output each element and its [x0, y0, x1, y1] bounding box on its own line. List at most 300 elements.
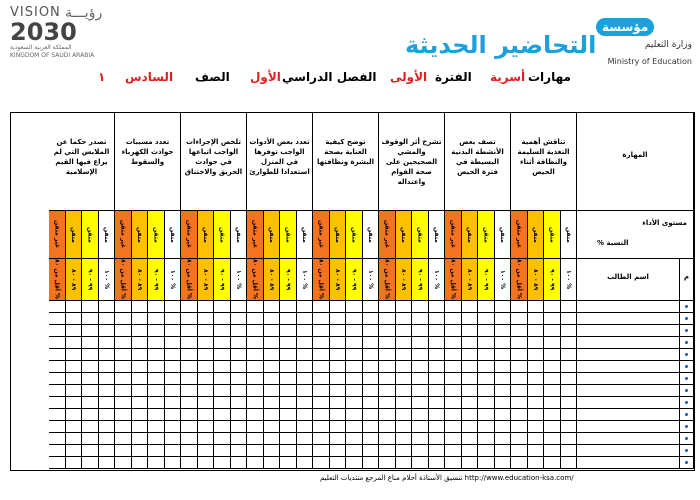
class-value: السادس	[125, 70, 174, 84]
score-cell	[379, 313, 396, 325]
score-cell	[511, 361, 528, 373]
row-index	[680, 409, 694, 421]
score-cell	[528, 325, 545, 337]
period-value: الأولى	[390, 70, 428, 84]
score-cell	[297, 349, 314, 361]
score-cell	[297, 301, 314, 313]
score-cell	[429, 457, 446, 469]
score-cell	[429, 433, 446, 445]
score-cell	[82, 397, 99, 409]
score-cell	[511, 433, 528, 445]
score-cell	[264, 421, 281, 433]
score-cell	[363, 349, 380, 361]
level-name: غير متقن	[247, 211, 264, 259]
score-cell	[346, 325, 363, 337]
score-cell	[462, 385, 479, 397]
score-cell	[280, 373, 297, 385]
row-index	[680, 349, 694, 361]
level-name: متقن	[66, 211, 83, 259]
score-cell	[82, 445, 99, 457]
score-cell	[544, 337, 561, 349]
score-cell	[247, 409, 264, 421]
score-cell	[561, 361, 578, 373]
score-cell	[412, 349, 429, 361]
row-dot	[685, 377, 688, 380]
score-cell	[66, 445, 83, 457]
score-cell	[429, 325, 446, 337]
score-cell	[544, 385, 561, 397]
score-cell	[462, 433, 479, 445]
score-cell	[346, 373, 363, 385]
score-cell	[313, 421, 330, 433]
level-percent: ١٠٠ %	[231, 259, 248, 301]
score-cell	[214, 409, 231, 421]
row-dot	[685, 449, 688, 452]
score-cell	[49, 373, 66, 385]
score-cell	[379, 385, 396, 397]
score-cell	[313, 301, 330, 313]
score-cell	[231, 325, 248, 337]
score-cell	[412, 325, 429, 337]
score-cell	[313, 337, 330, 349]
score-cell	[478, 313, 495, 325]
level-percent: ١٠٠ %	[297, 259, 314, 301]
score-cell	[330, 433, 347, 445]
score-cell	[198, 409, 215, 421]
student-name-cell	[577, 349, 680, 361]
score-cell	[396, 445, 413, 457]
score-cell	[346, 421, 363, 433]
score-cell	[528, 337, 545, 349]
level-name: متقن	[363, 211, 380, 259]
vision-ar: رؤيـــة	[65, 5, 103, 21]
score-cell	[561, 445, 578, 457]
student-name-cell	[577, 397, 680, 409]
score-cell	[198, 445, 215, 457]
score-cell	[148, 433, 165, 445]
score-cell	[247, 337, 264, 349]
score-cell	[445, 457, 462, 469]
score-cell	[495, 337, 512, 349]
score-cell	[363, 397, 380, 409]
score-cell	[148, 445, 165, 457]
score-cell	[544, 301, 561, 313]
score-cell	[264, 397, 281, 409]
level-percent: ٨٩ - ٨٠	[528, 259, 545, 301]
score-cell	[495, 349, 512, 361]
score-cell	[181, 313, 198, 325]
level-percent: ٩٩ - ٩٠	[280, 259, 297, 301]
vision-year: 2030	[10, 18, 77, 46]
score-cell	[363, 373, 380, 385]
score-cell	[445, 313, 462, 325]
score-cell	[561, 421, 578, 433]
score-cell	[544, 397, 561, 409]
score-cell	[231, 433, 248, 445]
score-cell	[181, 373, 198, 385]
score-cell	[231, 385, 248, 397]
score-cell	[231, 349, 248, 361]
score-cell	[49, 409, 66, 421]
score-cell	[132, 349, 149, 361]
score-cell	[165, 397, 182, 409]
score-cell	[528, 373, 545, 385]
score-cell	[561, 337, 578, 349]
level-percent: ٨٩ - ٨٠	[66, 259, 83, 301]
level-percent: ١٠٠ %	[429, 259, 446, 301]
score-cell	[396, 421, 413, 433]
score-cell	[247, 313, 264, 325]
score-cell	[363, 433, 380, 445]
skill-header: تعدد بعض الأدوات الواجب توفرها في المنزل استعدادا للطوارئ	[247, 113, 313, 211]
score-cell	[148, 457, 165, 469]
score-cell	[462, 349, 479, 361]
score-cell	[462, 337, 479, 349]
score-cell	[214, 385, 231, 397]
student-name-cell	[577, 337, 680, 349]
score-cell	[379, 325, 396, 337]
institution-badge: مؤسسة	[596, 18, 654, 36]
score-cell	[148, 337, 165, 349]
score-cell	[511, 445, 528, 457]
term-value: الأول	[250, 70, 281, 84]
level-name: متقن	[346, 211, 363, 259]
score-cell	[412, 433, 429, 445]
score-cell	[214, 445, 231, 457]
score-cell	[198, 361, 215, 373]
score-cell	[478, 361, 495, 373]
score-cell	[132, 457, 149, 469]
score-cell	[181, 349, 198, 361]
score-cell	[165, 421, 182, 433]
score-cell	[511, 409, 528, 421]
score-cell	[264, 433, 281, 445]
score-cell	[148, 421, 165, 433]
kingdom-en: KINGDOM OF SAUDI ARABIA	[10, 52, 95, 59]
score-cell	[66, 337, 83, 349]
score-cell	[247, 301, 264, 313]
score-cell	[379, 445, 396, 457]
term-label: الفصل الدراسي	[282, 70, 377, 84]
score-cell	[330, 313, 347, 325]
score-cell	[396, 337, 413, 349]
student-name-header: اسم الطالب	[577, 259, 680, 301]
level-name: متقن	[82, 211, 99, 259]
score-cell	[82, 301, 99, 313]
score-cell	[346, 301, 363, 313]
score-cell	[165, 373, 182, 385]
score-cell	[66, 349, 83, 361]
score-cell	[379, 457, 396, 469]
score-cell	[297, 337, 314, 349]
score-cell	[66, 409, 83, 421]
student-name-cell	[577, 433, 680, 445]
score-cell	[313, 397, 330, 409]
score-cell	[462, 445, 479, 457]
score-cell	[148, 349, 165, 361]
score-cell	[198, 301, 215, 313]
score-cell	[132, 325, 149, 337]
score-cell	[379, 349, 396, 361]
score-cell	[231, 337, 248, 349]
score-cell	[561, 397, 578, 409]
score-cell	[165, 457, 182, 469]
score-cell	[148, 397, 165, 409]
score-cell	[330, 409, 347, 421]
score-cell	[264, 409, 281, 421]
score-cell	[511, 457, 528, 469]
score-cell	[363, 313, 380, 325]
score-cell	[445, 301, 462, 313]
score-cell	[181, 337, 198, 349]
level-percent: ١٠٠ %	[165, 259, 182, 301]
score-cell	[165, 337, 182, 349]
level-percent: أقل من ٨٠ %	[247, 259, 264, 301]
score-cell	[561, 373, 578, 385]
score-cell	[478, 409, 495, 421]
score-cell	[280, 385, 297, 397]
score-cell	[412, 361, 429, 373]
level-percent: أقل من ٨٠ %	[445, 259, 462, 301]
score-cell	[280, 433, 297, 445]
level-percent: ٨٩ - ٨٠	[198, 259, 215, 301]
score-cell	[429, 397, 446, 409]
score-cell	[445, 385, 462, 397]
score-cell	[99, 409, 116, 421]
score-cell	[165, 433, 182, 445]
score-cell	[231, 361, 248, 373]
score-cell	[99, 373, 116, 385]
score-cell	[132, 433, 149, 445]
score-cell	[66, 313, 83, 325]
score-cell	[49, 325, 66, 337]
score-cell	[66, 301, 83, 313]
score-cell	[445, 397, 462, 409]
score-cell	[429, 301, 446, 313]
score-cell	[214, 433, 231, 445]
score-cell	[313, 409, 330, 421]
level-name: متقن	[165, 211, 182, 259]
score-cell	[462, 397, 479, 409]
score-cell	[363, 337, 380, 349]
score-cell	[561, 301, 578, 313]
student-name-cell	[577, 385, 680, 397]
row-index	[680, 397, 694, 409]
score-cell	[313, 313, 330, 325]
score-cell	[462, 325, 479, 337]
score-cell	[511, 313, 528, 325]
score-cell	[214, 373, 231, 385]
score-cell	[280, 409, 297, 421]
score-cell	[264, 349, 281, 361]
score-cell	[99, 313, 116, 325]
score-cell	[49, 457, 66, 469]
score-cell	[247, 457, 264, 469]
score-cell	[66, 361, 83, 373]
student-name-cell	[577, 373, 680, 385]
score-cell	[49, 397, 66, 409]
score-cell	[511, 421, 528, 433]
score-cell	[214, 361, 231, 373]
score-cell	[561, 385, 578, 397]
level-percent: ٩٩ - ٩٠	[214, 259, 231, 301]
score-cell	[49, 301, 66, 313]
score-cell	[198, 433, 215, 445]
score-cell	[264, 457, 281, 469]
level-name: متقن	[330, 211, 347, 259]
score-cell	[363, 361, 380, 373]
score-cell	[511, 301, 528, 313]
score-cell	[132, 373, 149, 385]
score-cell	[231, 421, 248, 433]
score-cell	[247, 385, 264, 397]
score-cell	[264, 325, 281, 337]
score-cell	[82, 433, 99, 445]
row-dot	[685, 437, 688, 440]
score-cell	[528, 361, 545, 373]
level-name: غير متقن	[49, 211, 66, 259]
score-cell	[495, 433, 512, 445]
footer-credit: تنسيق الأستاذة أحلام مناع المرجع منتديات التعليم http://www.education-ksa.com/	[320, 474, 574, 482]
score-cell	[165, 325, 182, 337]
student-name-cell	[577, 409, 680, 421]
score-cell	[346, 361, 363, 373]
score-cell	[511, 325, 528, 337]
score-cell	[280, 361, 297, 373]
score-cell	[495, 373, 512, 385]
score-cell	[528, 457, 545, 469]
row-index	[680, 445, 694, 457]
score-cell	[363, 457, 380, 469]
score-cell	[148, 373, 165, 385]
score-cell	[544, 361, 561, 373]
score-cell	[280, 301, 297, 313]
score-cell	[363, 385, 380, 397]
score-cell	[396, 349, 413, 361]
score-cell	[429, 385, 446, 397]
score-cell	[198, 337, 215, 349]
row-index	[680, 301, 694, 313]
score-cell	[478, 349, 495, 361]
score-cell	[115, 301, 132, 313]
level-name: متقن	[99, 211, 116, 259]
score-cell	[313, 361, 330, 373]
level-name: غير متقن	[511, 211, 528, 259]
score-cell	[247, 397, 264, 409]
score-cell	[181, 397, 198, 409]
score-cell	[198, 397, 215, 409]
score-cell	[99, 361, 116, 373]
score-cell	[412, 457, 429, 469]
level-name: متقن	[297, 211, 314, 259]
vision-2030-logo	[10, 5, 120, 60]
row-dot	[685, 317, 688, 320]
student-name-cell	[577, 445, 680, 457]
score-cell	[412, 337, 429, 349]
score-cell	[115, 325, 132, 337]
score-cell	[297, 445, 314, 457]
score-cell	[429, 373, 446, 385]
score-cell	[478, 325, 495, 337]
score-cell	[49, 385, 66, 397]
skill-header: تشرح أثر الوقوف والمشي الصحيحين على صحة القوام واعتداله	[379, 113, 445, 211]
skills-label: مهارات	[528, 70, 571, 84]
level-name: متقن	[214, 211, 231, 259]
score-cell	[330, 457, 347, 469]
score-cell	[49, 313, 66, 325]
score-cell	[462, 301, 479, 313]
score-cell	[379, 361, 396, 373]
score-cell	[495, 457, 512, 469]
score-cell	[99, 349, 116, 361]
score-cell	[264, 313, 281, 325]
score-cell	[495, 445, 512, 457]
score-cell	[396, 397, 413, 409]
score-cell	[214, 325, 231, 337]
level-name: متقن	[280, 211, 297, 259]
score-cell	[264, 337, 281, 349]
score-cell	[528, 445, 545, 457]
title-bar	[90, 70, 585, 88]
score-cell	[198, 349, 215, 361]
score-cell	[462, 421, 479, 433]
score-cell	[462, 361, 479, 373]
score-cell	[544, 421, 561, 433]
score-cell	[495, 385, 512, 397]
vision-en: VISION	[10, 5, 61, 20]
score-cell	[198, 313, 215, 325]
row-dot	[685, 353, 688, 356]
score-cell	[214, 313, 231, 325]
score-cell	[115, 445, 132, 457]
score-cell	[379, 301, 396, 313]
score-cell	[297, 457, 314, 469]
score-cell	[429, 409, 446, 421]
index-header: م	[680, 259, 694, 301]
score-cell	[330, 421, 347, 433]
skill-label-cell: المهارة	[577, 113, 694, 211]
row-dot	[685, 461, 688, 464]
level-percent: ١٠٠ %	[561, 259, 578, 301]
score-cell	[561, 349, 578, 361]
score-cell	[363, 445, 380, 457]
skill-header: تعدد مسببات حوادث الكهرباء والسقوط	[115, 113, 181, 211]
score-cell	[280, 349, 297, 361]
score-cell	[363, 421, 380, 433]
score-cell	[429, 445, 446, 457]
score-cell	[49, 337, 66, 349]
score-cell	[330, 325, 347, 337]
score-cell	[297, 361, 314, 373]
score-cell	[99, 457, 116, 469]
score-cell	[132, 313, 149, 325]
score-cell	[445, 361, 462, 373]
score-cell	[132, 397, 149, 409]
score-cell	[231, 397, 248, 409]
row-dot	[685, 413, 688, 416]
level-name: غير متقن	[313, 211, 330, 259]
score-cell	[165, 385, 182, 397]
level-percent: ٩٩ - ٩٠	[412, 259, 429, 301]
level-name: متقن	[544, 211, 561, 259]
score-cell	[495, 409, 512, 421]
score-cell	[297, 409, 314, 421]
score-cell	[396, 373, 413, 385]
class-label: الصف	[195, 70, 230, 84]
score-cell	[330, 349, 347, 361]
score-cell	[330, 301, 347, 313]
score-cell	[561, 409, 578, 421]
